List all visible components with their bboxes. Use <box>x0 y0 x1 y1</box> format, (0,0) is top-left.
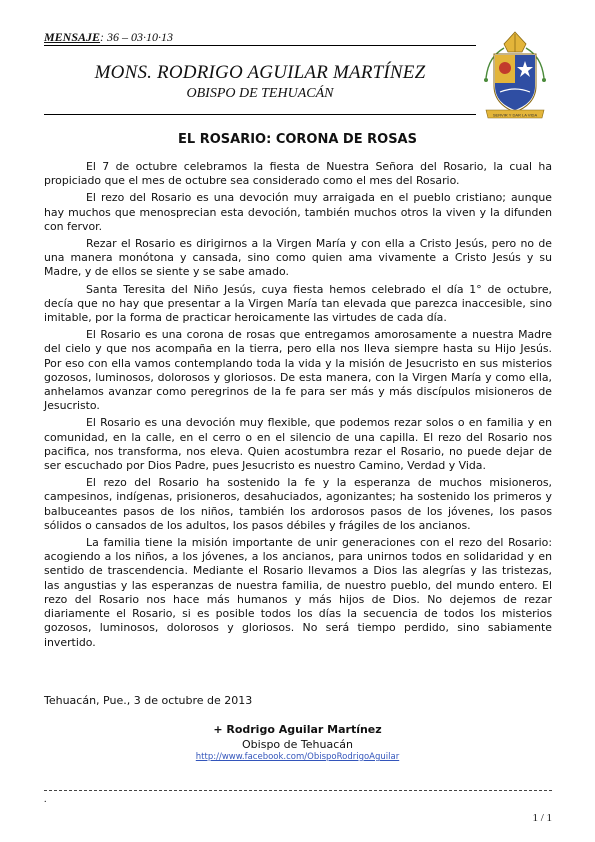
author-role: OBISPO DE TEHUACÁN <box>186 86 334 101</box>
episcopal-coat-of-arms-icon <box>480 30 550 122</box>
footer-rule <box>44 790 552 791</box>
signer-name: + Rodrigo Aguilar Martínez <box>213 723 382 736</box>
paragraph: El Rosario es una devoción muy flexible, que podemos rezar solos o en familia y en comunidad, en la calle, en el cerro o en el silencio de una capilla. El rezo del Rosario nos pacifica, nos transforma, nos eleva. Quien acostumbra rezar el Rosario, no puede dejar de ser escuchado por Dios Padre, pues Jesucristo es nuestro Camino, Verdad y Vida. <box>44 416 552 473</box>
facebook-link[interactable]: http://www.facebook.com/ObispoRodrigoAguilar <box>195 752 400 762</box>
message-number-date: : 36 – 03·10·13 <box>100 30 174 44</box>
paragraph: El rezo del Rosario es una devoción muy arraigada en el pueblo cristiano; aunque hay muchos que menosprecian esta devoción, también muchos otros la viven y la difunden con fervor. <box>44 191 552 233</box>
footer-dot: . <box>44 794 47 805</box>
header-rule-top <box>44 45 476 46</box>
shield-motto: SERVIR Y DAR LA VIDA <box>492 112 538 118</box>
header-rule-bottom <box>44 114 476 115</box>
paragraph: El Rosario es una corona de rosas que entregamos amorosamente a nuestra Madre del cielo y que nos acompaña en la tierra, pero ella nos lleva siempre hasta su Hijo Jesús. Por eso con ella vamos contemplando toda la vida y la misión de Jesucristo en sus misterios gozosos, luminosos, dolorosos y gloriosos. De esta manera, con la Virgen María y como ella, anhelamos avanzar como peregrinos de la fe para ser más y más discípulos misioneros de Jesucristo. <box>44 328 552 413</box>
paragraph: Santa Teresita del Niño Jesús, cuya fiesta hemos celebrado el día 1° de octubre, decía que no hay que presentar a la Virgen María tan elevada que parezca inaccesible, sino imitable, por la forma de practicar heroicamente las virtudes de cada día. <box>44 282 552 325</box>
page-number: 1 / 1 <box>532 812 552 824</box>
paragraph: El rezo del Rosario ha sostenido la fe y la esperanza de muchos misioneros, campesinos, indígenas, prisioneros, desahuciados, agonizantes; ha sostenido los primeros y balbuceantes pasos de los niños, también los ardorosos pasos de los jóvenes, los pasos sólidos o cansados de los adultos, los pasos débiles y frágiles de los ancianos. <box>44 476 552 532</box>
paragraph: El 7 de octubre celebramos la fiesta de Nuestra Señora del Rosario, la cual ha propiciado que el mes de octubre sea considerado como el mes del Rosario. <box>44 160 552 188</box>
author-name: MONS. RODRIGO AGUILAR MARTÍNEZ <box>94 62 426 83</box>
document-body <box>44 160 552 653</box>
place-and-date: Tehuacán, Pue., 3 de octubre de 2013 <box>44 694 253 707</box>
message-label: MENSAJE <box>44 30 101 44</box>
document-title: EL ROSARIO: CORONA DE ROSAS <box>178 132 417 147</box>
signer-role: Obispo de Tehuacán <box>242 738 353 751</box>
message-reference <box>44 30 173 45</box>
paragraph: Rezar el Rosario es dirigirnos a la Virgen María y con ella a Cristo Jesús, pero no de una manera monótona y cansada, sino como quien ama vivamente a Cristo Jesús y su Madre, y de ellos se siente y se sabe amado. <box>44 237 552 279</box>
paragraph: La familia tiene la misión importante de unir generaciones con el rezo del Rosario: acogiendo a los niños, a los jóvenes, a los ancianos, para unirnos todos en solidaridad y en sentido de trascendencia. Mediante el Rosario llevamos a Dios las alegrías y las tristezas, las angustias y las esperanzas de nuestra familia, de nuestro pueblo, del mundo entero. El rezo del Rosario nos hace más humanos y más hijos de Dios. No dejemos de rezar diariamente el Rosario, si es posible todos los días la secuencia de todos los misterios gozosos, luminosos, dolorosos y gloriosos. No será tiempo perdido, sino sabiamente invertido. <box>44 536 552 649</box>
